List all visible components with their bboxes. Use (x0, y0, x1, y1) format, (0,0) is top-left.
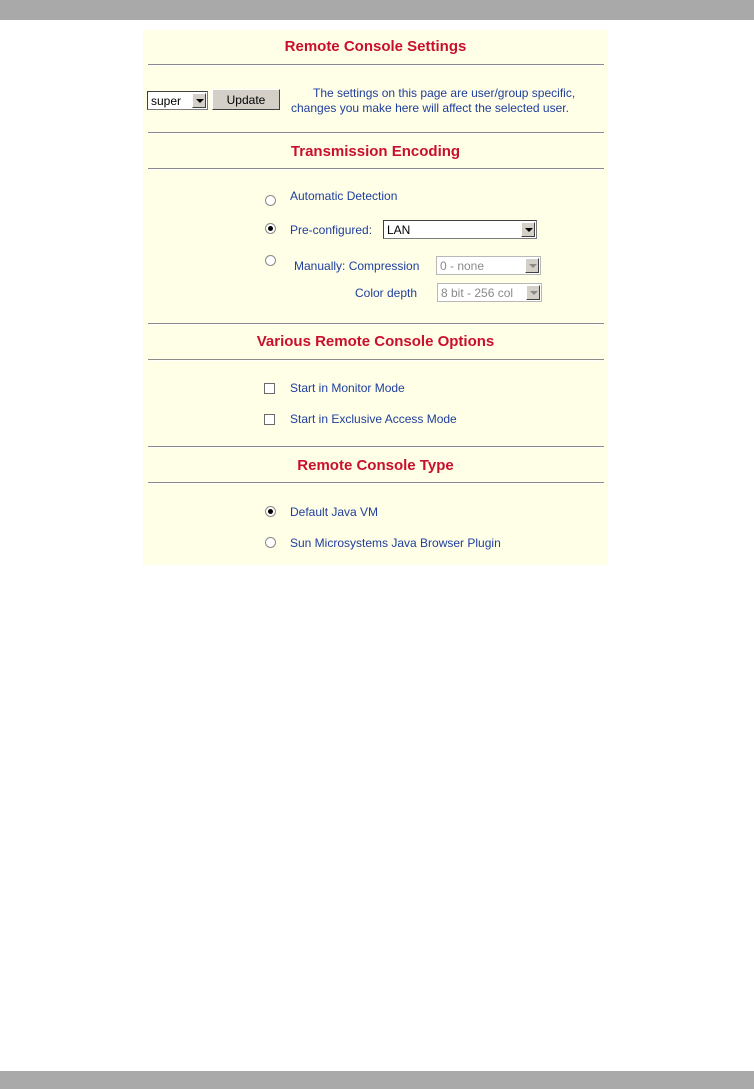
info-text-line2: changes you make here will affect the selected user. (291, 101, 569, 115)
default-java-vm-label: Default Java VM (290, 505, 379, 519)
radio-manually[interactable] (265, 255, 276, 266)
preconfigured-select[interactable] (383, 220, 537, 239)
divider (148, 168, 604, 170)
color-depth-label: Color depth (355, 286, 418, 300)
chevron-down-icon (521, 222, 535, 237)
preconfigured-select-value: LAN (387, 223, 411, 237)
divider (148, 359, 604, 361)
sun-java-plugin-label: Sun Microsystems Java Browser Plugin (290, 536, 501, 550)
update-button[interactable]: Update (212, 89, 280, 110)
start-exclusive-access-label: Start in Exclusive Access Mode (290, 412, 457, 426)
divider (148, 323, 604, 325)
start-monitor-mode-label: Start in Monitor Mode (290, 381, 405, 395)
color-depth-select-value: 8 bit - 256 col (441, 286, 514, 300)
divider (148, 64, 604, 66)
radio-preconfigured[interactable] (265, 223, 276, 234)
section-title-transmission-encoding: Transmission Encoding (290, 143, 461, 160)
radio-automatic-detection[interactable] (265, 195, 276, 206)
divider (148, 482, 604, 484)
preconfigured-label: Pre-configured: (290, 223, 373, 237)
radio-sun-java-plugin[interactable] (265, 537, 276, 548)
section-title-remote-console-type: Remote Console Type (297, 457, 454, 474)
automatic-detection-label: Automatic Detection (290, 189, 398, 203)
page-header-band (0, 0, 754, 20)
chevron-down-icon (192, 93, 206, 108)
user-select-value: super (151, 94, 182, 108)
radio-default-java-vm[interactable] (265, 506, 276, 517)
manual-compression-label: Manually: Compression (294, 259, 420, 273)
checkbox-start-monitor-mode[interactable] (264, 383, 275, 394)
chevron-down-icon (525, 258, 539, 273)
color-depth-select[interactable] (437, 283, 542, 302)
info-text-line1: The settings on this page are user/group specific, (313, 86, 576, 100)
compression-select[interactable] (436, 256, 541, 275)
user-select[interactable] (147, 91, 208, 110)
page-footer-band (0, 1071, 754, 1089)
checkbox-start-exclusive-access[interactable] (264, 414, 275, 425)
section-title-remote-console-options: Various Remote Console Options (256, 333, 495, 350)
divider (148, 446, 604, 448)
divider (148, 132, 604, 134)
compression-select-value: 0 - none (440, 259, 485, 273)
page-title: Remote Console Settings (284, 38, 467, 55)
remote-console-settings-panel (143, 30, 608, 565)
chevron-down-icon (526, 285, 540, 300)
